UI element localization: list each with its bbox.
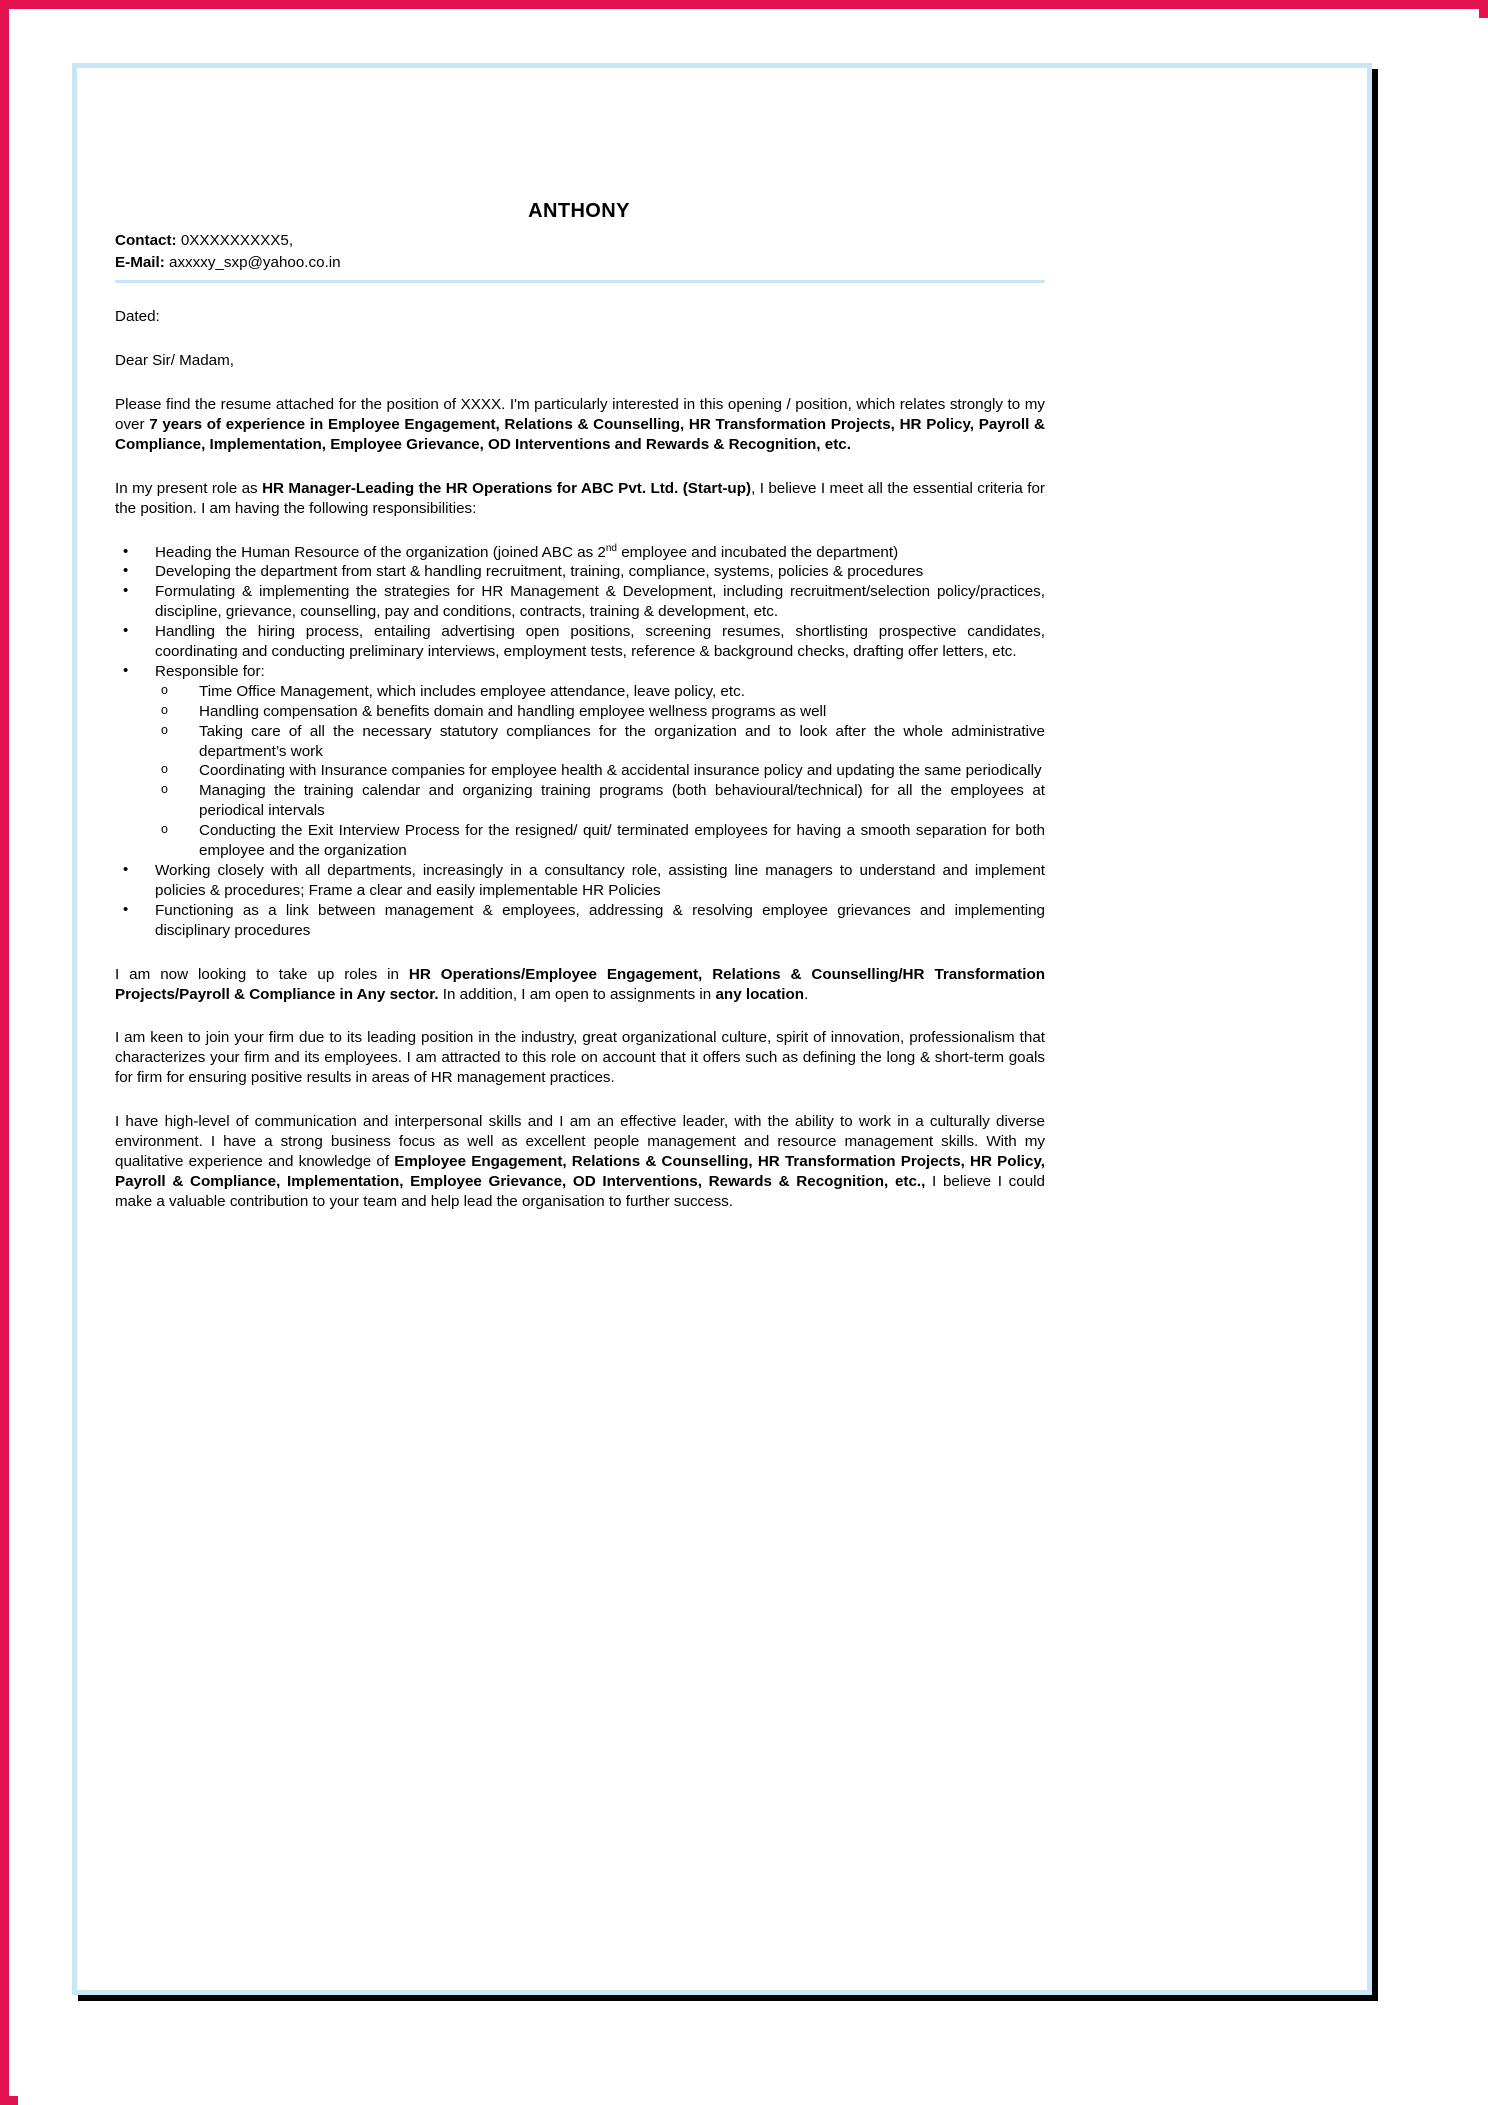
document-page	[72, 63, 1372, 1995]
ordinal-superscript: nd	[605, 542, 617, 554]
intro-text: Please find the resume attached for the position of XXXX. I'm particularly interested in this opening / position, which relates strongly to my over	[115, 395, 1045, 433]
closing-prefix: I have high-level of communication and interpersonal skills and I am an effective leader, with the ability to work in a culturally diverse environment. I have a strong business focus as well as excellent people management and resource management skills. With my qualitative experience and knowledge of	[115, 1113, 1045, 1170]
present-role-prefix: In my present role as	[115, 479, 263, 497]
closing-bold-skills: Employee Engagement, Relations & Counselling, HR Transformation Projects, HR Policy, Payroll & Compliance, Implementation, Employee Grievance, OD Interventions, Rewards & Recognition, etc.,	[115, 1152, 1046, 1190]
salutation: Dear Sir/ Madam,	[115, 352, 235, 370]
list-item: • Developing the department from start & handling recruitment, training, compliance, systems, policies & procedures	[115, 562, 1045, 582]
sub-list-item: o Handling compensation & benefits domain and handling employee wellness programs as well	[155, 702, 1045, 722]
contact-phone-line	[115, 230, 1045, 252]
looking-for-paragraph	[115, 965, 1045, 1005]
intro-paragraph	[115, 395, 1045, 455]
contact-email-line	[115, 252, 1045, 274]
letter-body	[115, 198, 1045, 1212]
closing-suffix: I believe I could make a valuable contribution to your team and help lead the organisation to further success.	[115, 1172, 1045, 1210]
list-item: • Responsible for:	[115, 662, 1045, 682]
intro-bold-skills: 7 years of experience in Employee Engagement, Relations & Counselling, HR Transformation Projects, HR Policy, Payroll & Compliance, Implementation, Employee Grievance, OD Interventions and Rewards & Recognition, etc.	[115, 415, 1046, 453]
list-item	[115, 543, 1045, 563]
contact-phone-value: 0XXXXXXXXX5,	[176, 232, 294, 249]
looking-for-middle: In addition, I am open to assignments in	[438, 985, 716, 1003]
contact-phone-label: Contact:	[115, 232, 177, 249]
looking-for-prefix: I am now looking to take up roles in	[115, 965, 409, 983]
list-item: • Working closely with all departments, increasingly in a consultancy role, assisting line managers to understand and implement policies & procedures; Frame a clear and easily implementable HR Policies	[115, 861, 1045, 901]
sub-list-item: o Conducting the Exit Interview Process for the resigned/ quit/ terminated employees for having a smooth separation for both employee and the organization	[155, 821, 1045, 861]
list-item: • Functioning as a link between management & employees, addressing & resolving employee grievances and implementing disciplinary procedures	[115, 901, 1045, 941]
sub-list-item: o Managing the training calendar and organizing training programs (both behavioural/technical) for all the employees at periodical intervals	[155, 781, 1045, 821]
sub-responsibilities-list	[155, 682, 1045, 861]
sub-list-item: o Coordinating with Insurance companies for employee health & accidental insurance policy and updating the same periodically	[155, 761, 1045, 781]
sub-list-item: o Taking care of all the necessary statutory compliances for the organization and to look after the whole administrative department’s work	[155, 722, 1045, 762]
contact-email-label: E-Mail:	[115, 253, 165, 271]
closing-paragraph	[115, 1112, 1045, 1212]
present-role-bold-title: HR Manager-Leading the HR Operations for ABC Pvt. Ltd. (Start-up)	[262, 479, 752, 497]
responsibilities-list	[115, 543, 1045, 682]
contact-block	[115, 230, 1045, 273]
list-item: • Handling the hiring process, entailing advertising open positions, screening resumes, shortlisting prospective candidates, coordinating and conducting preliminary interviews, employment tests, reference & background checks, drafting offer letters, etc.	[115, 622, 1045, 662]
contact-email-value: axxxxy_sxp@yahoo.co.in	[164, 253, 341, 271]
dated-line: Dated:	[115, 308, 160, 326]
looking-for-bold-roles: HR Operations/Employee Engagement, Relations & Counselling/HR Transformation Projects/Payroll & Compliance in Any sector.	[115, 965, 1045, 1003]
responsibilities-list-tail	[115, 861, 1045, 941]
list-item: • Formulating & implementing the strategies for HR Management & Development, including recruitment/selection policy/practices, discipline, grievance, counselling, pay and conditions, contracts, training & development, etc.	[115, 582, 1045, 622]
bullet-text-post: employee and incubated the department)	[616, 543, 899, 561]
present-role-paragraph	[115, 479, 1045, 519]
paper-margin-area	[18, 18, 1488, 2105]
motivation-paragraph: I am keen to join your firm due to its leading position in the industry, great organizational culture, spirit of innovation, professionalism that characterizes your firm and its employees. I am attracted to this role on account that it offers such as defining the long & short-term goals for firm for ensuring positive results in areas of HR management practices.	[115, 1029, 1045, 1087]
present-role-suffix: , I believe I meet all the essential criteria for the position. I am having the following responsibilities:	[115, 479, 1045, 517]
bullet-text-pre: Heading the Human Resource of the organization (joined ABC as 2	[155, 543, 606, 561]
page-title: ANTHONY	[528, 200, 630, 222]
sub-list-item: o Time Office Management, which includes employee attendance, leave policy, etc.	[155, 682, 1045, 702]
sub-responsibilities-wrapper	[155, 682, 1045, 861]
looking-for-suffix: .	[804, 985, 809, 1003]
document-page-inner	[77, 68, 1367, 1990]
looking-for-bold-location: any location	[715, 985, 805, 1003]
